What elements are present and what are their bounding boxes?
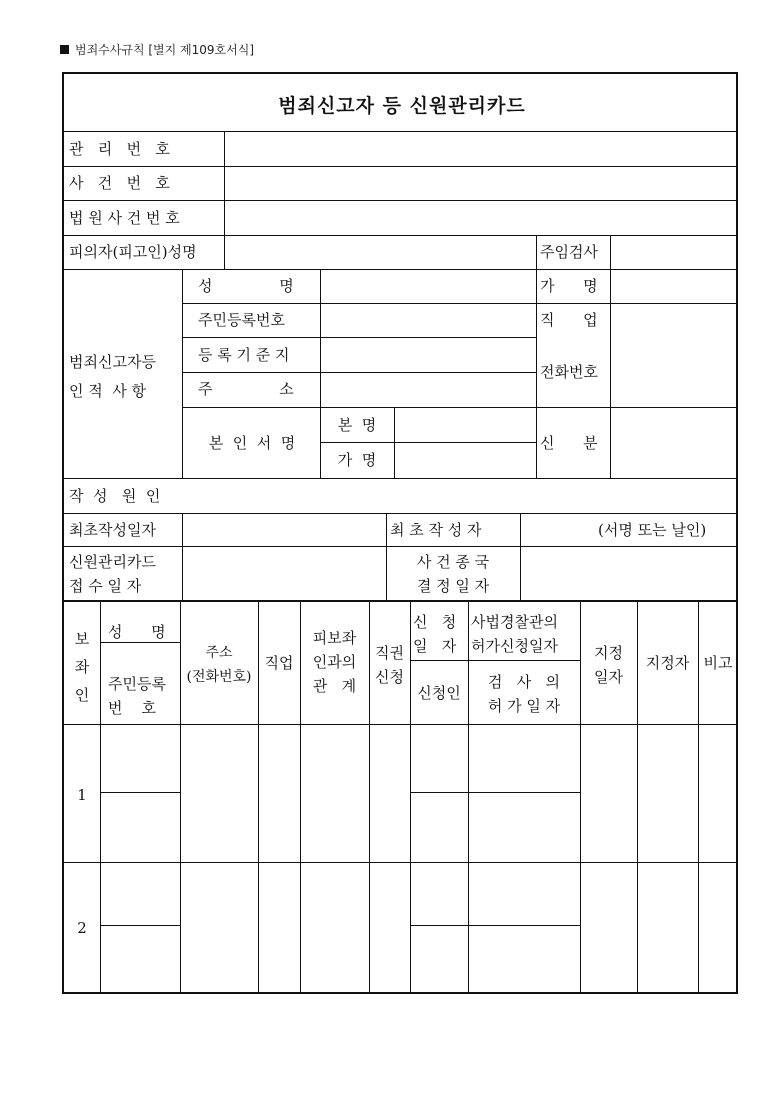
- prosecutor-permission-date-label: 검 사 의 허 가 일 자: [487, 673, 561, 715]
- row-divider: [64, 166, 738, 167]
- rrn-label: 주민등록번호: [198, 311, 285, 329]
- job-label: 직 업: [540, 311, 598, 329]
- col-divider: [100, 600, 101, 994]
- row-divider: [182, 337, 536, 338]
- row-divider: [182, 372, 536, 373]
- col-divider: [394, 407, 395, 478]
- phone-label: 전화번호: [540, 363, 598, 381]
- row-divider: [64, 546, 738, 547]
- row-divider: [410, 660, 580, 661]
- row-divider: [410, 792, 580, 793]
- assistant-relation-label: 피보좌 인과의 관 계: [312, 629, 357, 695]
- suspect-name-label: 피의자(피고인)성명: [69, 243, 197, 261]
- col-divider: [320, 269, 321, 478]
- form-reference: 범죄수사규칙 [별지 제109호서식]: [60, 41, 254, 58]
- sign-or-seal-label: (서명 또는 날인): [598, 521, 707, 539]
- assistant-job-label: 직업: [264, 654, 294, 672]
- row-divider: [64, 478, 738, 479]
- prosecutor-label: 주임검사: [540, 243, 598, 261]
- col-divider: [182, 269, 183, 478]
- appointment-date-label: 지정 일자: [594, 644, 623, 686]
- ex-officio-request-label: 직권 신청: [375, 644, 404, 686]
- mgmt-no-label: 관 리 번 호: [69, 140, 170, 158]
- alias-label: 가 명: [337, 451, 377, 469]
- name-label: 성 명: [198, 277, 294, 295]
- first-date-label: 최초작성일자: [69, 521, 156, 539]
- appointer-label: 지정자: [645, 654, 690, 672]
- row-number-1: 1: [77, 786, 87, 804]
- address-label: 주 소: [198, 380, 294, 398]
- alias-right-label: 가 명: [540, 277, 598, 295]
- registration-basis-label: 등 록 기 준 지: [198, 346, 290, 364]
- row-divider: [100, 925, 180, 926]
- row-divider: [182, 407, 738, 408]
- reason-label: 작 성 원 인: [69, 487, 161, 505]
- col-divider: [468, 600, 469, 994]
- note-label: 비고: [703, 654, 733, 672]
- row-divider: [410, 925, 580, 926]
- col-divider: [182, 513, 183, 600]
- request-date-label: 신 청 일 자: [413, 613, 457, 655]
- col-divider: [536, 235, 537, 478]
- row-number-2: 2: [77, 919, 87, 937]
- row-divider: [64, 269, 738, 270]
- status-label: 신 분: [540, 434, 598, 452]
- form-title: 범죄신고자 등 신원관리카드: [278, 95, 526, 117]
- row-divider: [100, 792, 180, 793]
- col-divider: [610, 235, 611, 478]
- square-bullet-icon: [60, 45, 69, 54]
- col-divider: [410, 600, 411, 994]
- self-signature-label: 본 인 서 명: [208, 434, 296, 452]
- row-divider: [64, 235, 738, 236]
- row-divider: [64, 513, 738, 514]
- requester-label: 신청인: [417, 684, 461, 702]
- identity-management-card-form: [62, 72, 738, 994]
- case-end-date-label: 사 건 종 국 결 정 일 자: [416, 553, 490, 595]
- assistant-address-label: 주소 (전화번호): [186, 645, 252, 685]
- col-divider: [520, 513, 521, 600]
- row-divider: [64, 131, 738, 132]
- court-case-no-label: 법 원 사 건 번 호: [69, 209, 180, 227]
- col-divider: [224, 131, 225, 269]
- police-permission-request-date-label: 사법경찰관의 허가신청일자: [471, 613, 558, 655]
- first-writer-label: 최 초 작 성 자: [390, 521, 482, 539]
- case-no-label: 사 건 번 호: [69, 174, 170, 192]
- assistant-column-label: 보 좌 인: [74, 630, 90, 704]
- reporter-info-section-label: 범죄신고자등 인 적 사 항: [69, 353, 156, 400]
- row-divider: [100, 642, 180, 643]
- row-divider: [64, 200, 738, 201]
- card-receipt-date-label: 신원관리카드 접 수 일 자: [69, 553, 156, 595]
- real-name-label: 본 명: [337, 416, 377, 434]
- assistant-rrn-label: 주민등록 번 호: [108, 675, 166, 717]
- row-divider: [182, 303, 738, 304]
- assistant-name-label: 성 명: [108, 623, 166, 641]
- row-divider: [320, 442, 536, 443]
